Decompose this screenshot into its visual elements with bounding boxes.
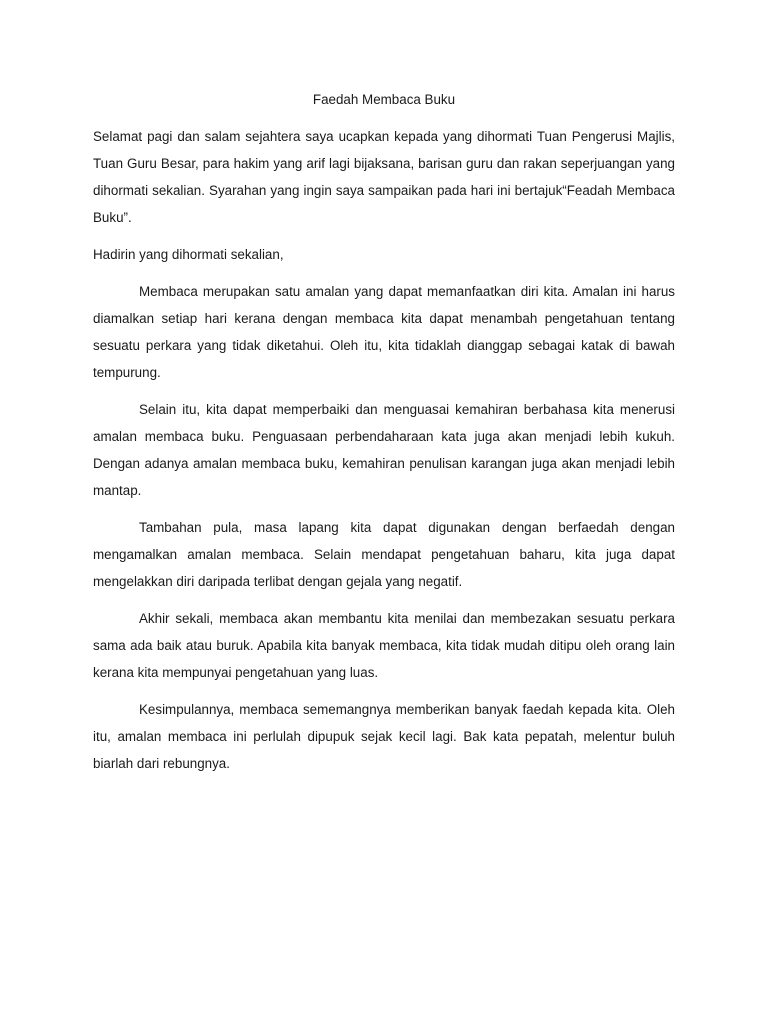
document-page xyxy=(93,86,675,787)
paragraph-address: Hadirin yang dihormati sekalian, xyxy=(93,247,284,262)
document-title: Faedah Membaca Buku xyxy=(312,92,456,107)
paragraph-greeting: Selamat pagi dan salam sejahtera saya ucapkan kepada yang dihormati Tuan Pengerusi Majlis, Tuan Guru Besar, para hakim yang arif lagi bijaksana, barisan guru dan rakan seperjuangan yang dihormati sekalian. Syarahan yang ingin saya sampaikan pada hari ini bertajuk“Feadah Membaca Buku”. xyxy=(93,129,675,225)
paragraph-body-4: Akhir sekali, membaca akan membantu kita menilai dan membezakan sesuatu perkara sama ada baik atau buruk. Apabila kita banyak membaca, kita tidak mudah ditipu oleh orang lain kerana kita mempunyai pengetahuan yang luas. xyxy=(93,611,675,680)
paragraph-body-1: Membaca merupakan satu amalan yang dapat memanfaatkan diri kita. Amalan ini harus diamalkan setiap hari kerana dengan membaca kita dapat menambah pengetahuan tentang sesuatu perkara yang tidak diketahui. Oleh itu, kita tidaklah dianggap sebagai katak di bawah tempurung. xyxy=(93,284,675,380)
paragraph-body-3: Tambahan pula, masa lapang kita dapat digunakan dengan berfaedah dengan mengamalkan amalan membaca. Selain mendapat pengetahuan baharu, kita juga dapat mengelakkan diri daripada terlibat dengan gejala yang negatif. xyxy=(93,520,675,589)
paragraph-conclusion: Kesimpulannya, membaca sememangnya memberikan banyak faedah kepada kita. Oleh itu, amalan membaca ini perlulah dipupuk sejak kecil lagi. Bak kata pepatah, melentur buluh biarlah dari rebungnya. xyxy=(93,702,675,771)
paragraph-body-2: Selain itu, kita dapat memperbaiki dan menguasai kemahiran berbahasa kita menerusi amalan membaca buku. Penguasaan perbendaharaan kata juga akan menjadi lebih kukuh. Dengan adanya amalan membaca buku, kemahiran penulisan karangan juga akan menjadi lebih mantap. xyxy=(93,402,675,498)
